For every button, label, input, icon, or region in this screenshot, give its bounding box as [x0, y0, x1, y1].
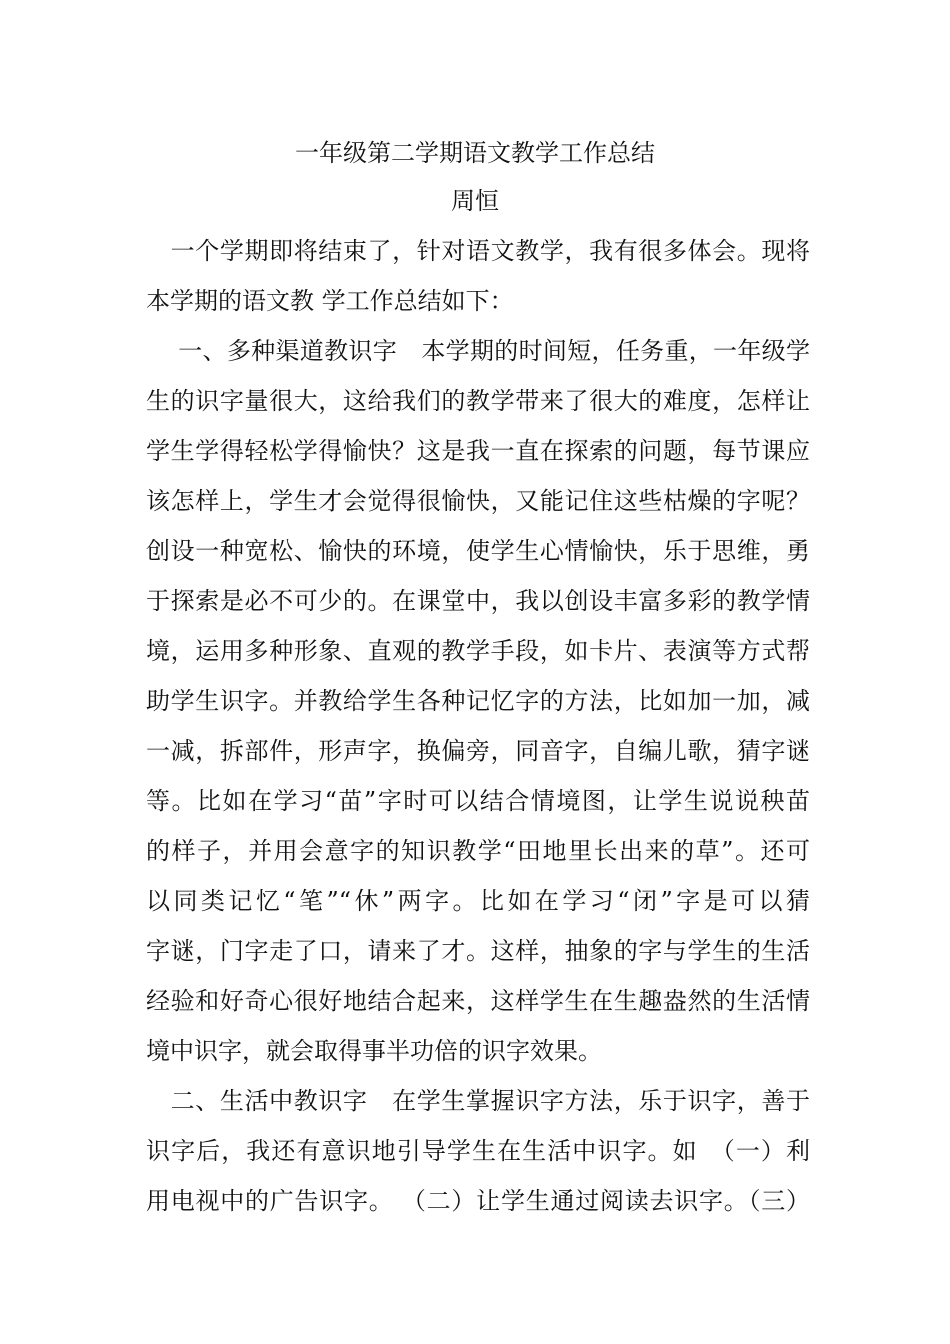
body-line: 以同类记忆“笔”“休”两字。比如在学习“闭”字是可以猜 — [146, 887, 810, 915]
body-line: 学生学得轻松学得愉快？这是我一直在探索的问题，每节课应 — [146, 437, 810, 465]
document-title: 一年级第二学期语文教学工作总结 — [295, 139, 655, 167]
body-line: 一、多种渠道教识字 本学期的时间短，任务重，一年级学 — [146, 337, 810, 365]
body-line: 境中识字，就会取得事半功倍的识字效果。 — [146, 1037, 602, 1065]
body-line: 一减，拆部件，形声字，换偏旁，同音字，自编儿歌，猜字谜 — [146, 737, 810, 765]
body-line: 的样子，并用会意字的知识教学“田地里长出来的草”。还可 — [146, 837, 810, 865]
body-line: 经验和好奇心很好地结合起来，这样学生在生趣盎然的生活情 — [146, 987, 810, 1015]
body-line: 生的识字量很大，这给我们的教学带来了很大的难度，怎样让 — [146, 387, 810, 415]
document-author: 周恒 — [451, 187, 499, 215]
body-line: 二、生活中教识字 在学生掌握识字方法，乐于识字，善于 — [146, 1087, 810, 1115]
body-line: 本学期的语文教 学工作总结如下： — [146, 287, 514, 315]
body-line: 一个学期即将结束了，针对语文教学，我有很多体会。现将 — [146, 237, 810, 265]
body-line: 助学生识字。并教给学生各种记忆字的方法，比如加一加，减 — [146, 687, 810, 715]
body-line: 该怎样上，学生才会觉得很愉快，又能记住这些枯燥的字呢？ — [146, 487, 810, 515]
body-line: 用电视中的广告识字。 （二）让学生通过阅读去识字。（三） — [146, 1187, 810, 1215]
body-line: 创设一种宽松、愉快的环境，使学生心情愉快，乐于思维，勇 — [146, 537, 810, 565]
body-line: 字谜，门字走了口，请来了才。这样，抽象的字与学生的生活 — [146, 937, 810, 965]
body-line: 境，运用多种形象、直观的教学手段，如卡片、表演等方式帮 — [146, 637, 810, 665]
body-line: 识字后，我还有意识地引导学生在生活中识字。如 （一）利 — [146, 1137, 810, 1165]
body-line: 于探索是必不可少的。在课堂中，我以创设丰富多彩的教学情 — [146, 587, 810, 615]
body-line: 等。比如在学习“苗”字时可以结合情境图，让学生说说秧苗 — [146, 787, 810, 815]
